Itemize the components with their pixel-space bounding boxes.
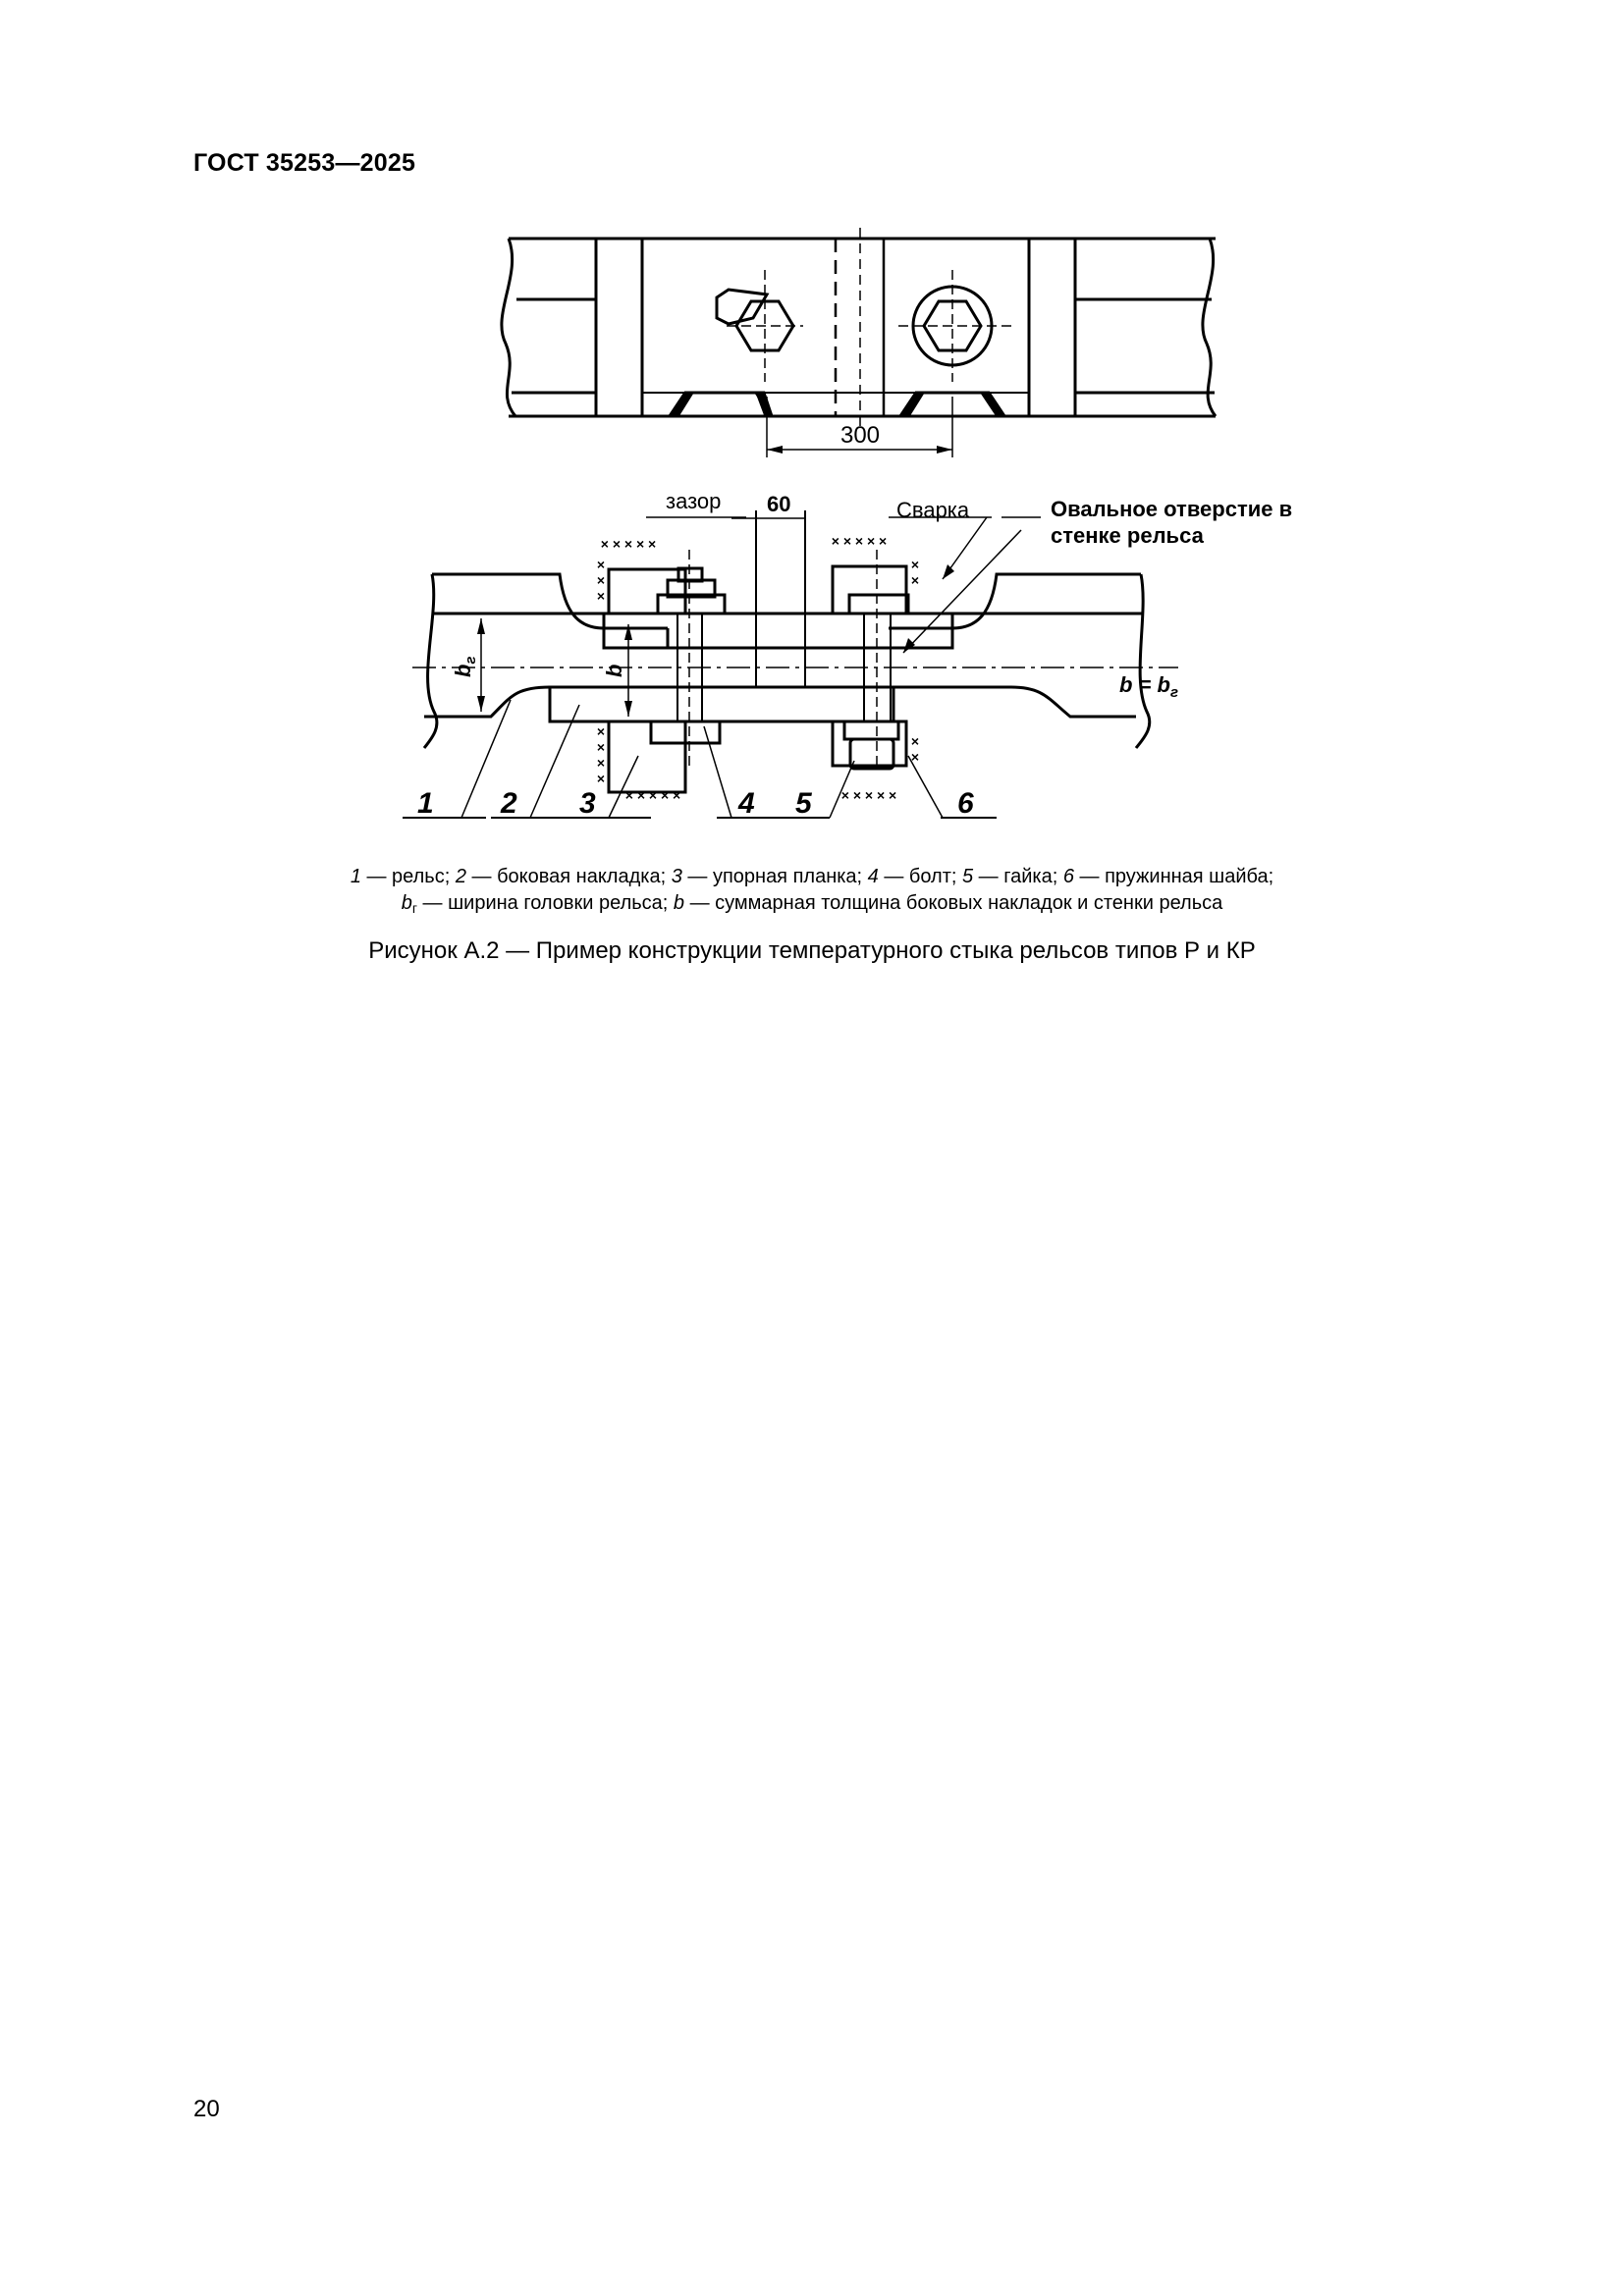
svg-text:bг: $b_г$ <box>451 656 479 677</box>
oval-hole-label-line1: Овальное отверстие в <box>1051 497 1293 521</box>
oval-hole-label-line2: стенке рельса <box>1051 523 1204 548</box>
svg-text:×: × <box>596 588 606 604</box>
svg-text:×: × <box>596 755 606 771</box>
callout-2: 2 <box>501 787 517 820</box>
figure-legend <box>193 864 1431 922</box>
svg-text:× × × × ×: × × × × × <box>831 533 888 549</box>
bg-dimension-label <box>451 657 479 677</box>
dimension-60-label: 60 <box>767 492 791 516</box>
svg-text:b: b <box>602 664 626 677</box>
svg-text:×: × <box>596 739 606 755</box>
welding-label: Сварка <box>896 498 970 522</box>
dimension-300-label: 300 <box>839 422 881 449</box>
callout-4: 4 <box>738 787 755 820</box>
svg-text:× × × × ×: × × × × × <box>624 787 681 803</box>
svg-text:× × × × ×: × × × × × <box>840 787 897 803</box>
svg-text:×: × <box>910 572 920 588</box>
svg-text:×: × <box>596 572 606 588</box>
document-header: ГОСТ 35253—2025 <box>193 149 416 177</box>
svg-text:×: × <box>596 723 606 739</box>
svg-text:×: × <box>910 733 920 749</box>
callout-3: 3 <box>579 787 596 820</box>
svg-text:×: × <box>910 557 920 572</box>
gap-label: зазор <box>666 489 722 513</box>
figure-caption: Рисунок А.2 — Пример конструкции температурного стыка рельсов типов Р и КР <box>368 937 1256 964</box>
section-view <box>403 510 1178 818</box>
svg-text:×: × <box>910 749 920 765</box>
svg-text:×: × <box>596 557 606 572</box>
callout-5: 5 <box>795 787 812 820</box>
svg-text:×: × <box>596 771 606 786</box>
b-equals-bg-label: $b = b_г$ <box>1119 672 1178 701</box>
rail-joint-drawing <box>0 0 1624 982</box>
svg-text:× × × × ×: × × × × × <box>600 536 657 552</box>
callout-6: 6 <box>957 787 974 820</box>
page-number: 20 <box>193 2096 220 2122</box>
legend-line-2: $b_г$ — ширина головки рельса; b — суммарная толщина боковых накладок и стенки рельса <box>401 892 1223 916</box>
legend-line-1: 1 — рельс; 2 — боковая накладка; 3 — упорная планка; 4 — болт; 5 — гайка; 6 — пружинная шайба; <box>350 866 1274 887</box>
callout-1: 1 <box>417 787 434 820</box>
b-dimension-label <box>602 665 626 677</box>
